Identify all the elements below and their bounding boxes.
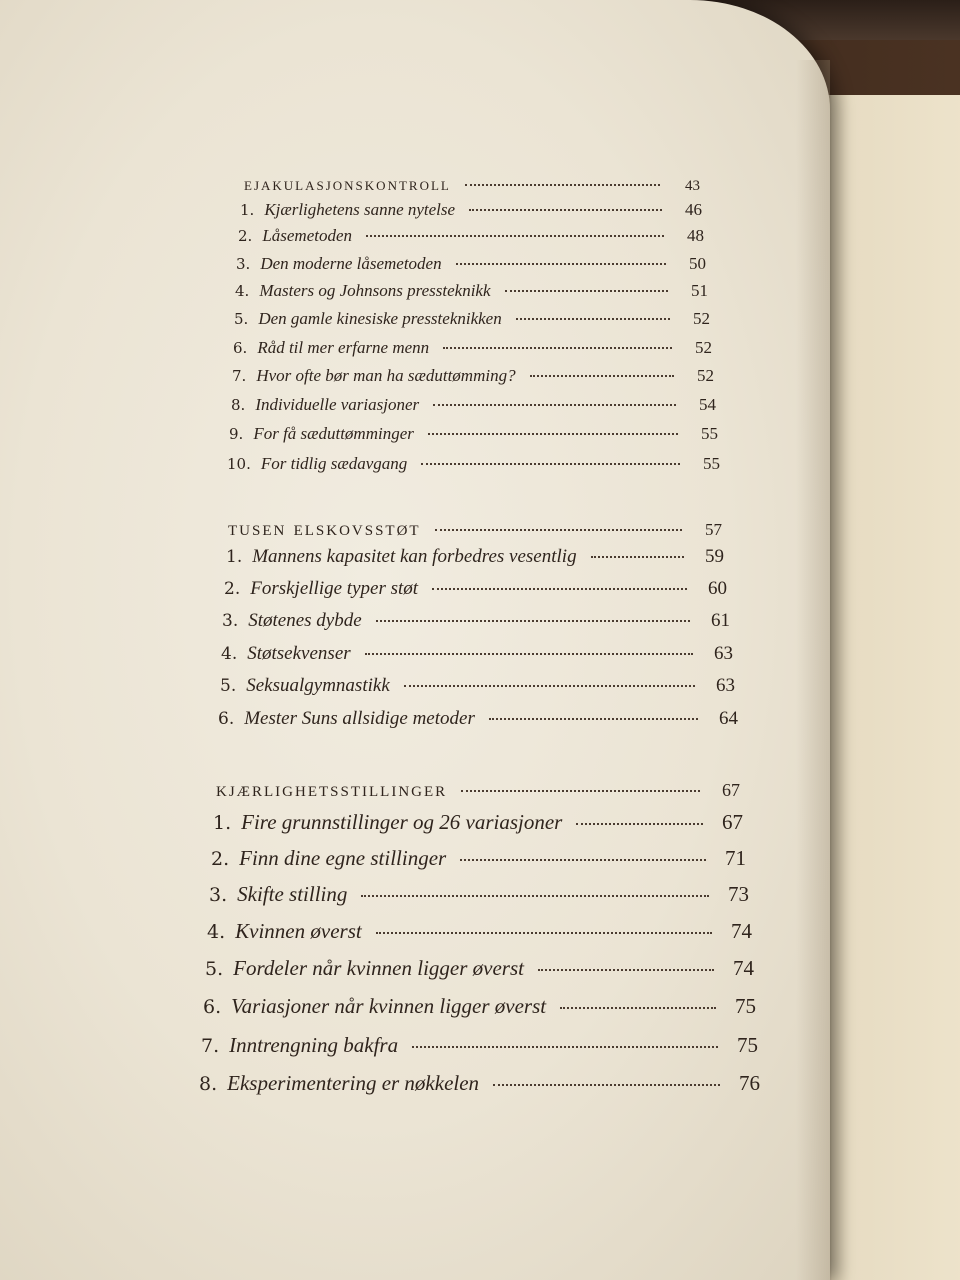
toc-entry-title: Den gamle kinesiske pressteknikken [258, 309, 502, 328]
toc-entry-title: Kjærlighetens sanne nytelse [264, 200, 456, 219]
toc-entry [213, 810, 743, 844]
toc-entry [209, 882, 749, 916]
toc-entry-number: 3. [222, 611, 239, 631]
toc-entry-number: 5. [234, 310, 249, 328]
page-number: 43 [685, 178, 700, 194]
dot-leader [432, 588, 687, 590]
dot-leader [460, 859, 706, 861]
toc-entry [211, 846, 746, 880]
toc-entry-number: 1. [213, 812, 232, 834]
toc-entry [221, 643, 733, 677]
dot-leader [404, 685, 695, 687]
toc-entry-title: Støtenes dybde [248, 610, 362, 631]
dot-leader [465, 184, 660, 186]
dot-leader [428, 433, 678, 435]
toc-entry-title: Den moderne låsemetoden [260, 254, 442, 273]
toc-entry [224, 578, 727, 612]
toc-entry-number: 3. [209, 884, 228, 906]
toc-entry-title: Støtsekvenser [247, 643, 351, 664]
page-number: 50 [689, 254, 706, 273]
toc-entry-number: 4. [221, 644, 238, 664]
toc-entry-title: Skifte stilling [237, 882, 348, 906]
page-number: 46 [685, 200, 702, 219]
page-number: 73 [728, 882, 749, 906]
page-number: 57 [705, 520, 722, 539]
toc-entry-title: Eksperimentering er nøkkelen [227, 1071, 480, 1095]
chapter-title: kjærlighetsstillinger [216, 776, 448, 801]
toc-entry-number: 4. [207, 921, 226, 943]
page-number: 61 [711, 610, 730, 631]
toc-entry-title: For få sæduttømminger [253, 424, 414, 443]
page-number: 52 [697, 366, 714, 385]
toc-entry-title: Fire grunnstillinger og 26 variasjoner [241, 810, 563, 834]
dot-leader [560, 1007, 716, 1009]
dot-leader [489, 718, 698, 720]
toc-entry-title: Variasjoner når kvinnen ligger øverst [231, 994, 547, 1018]
dot-leader [538, 969, 714, 971]
page-number: 59 [705, 546, 724, 567]
dot-leader [365, 653, 693, 655]
toc-entry-number: 2. [224, 579, 241, 599]
toc-entry-title: Masters og Johnsons pressteknikk [259, 281, 491, 300]
toc-entry-title: Hvor ofte bør man ha sæduttømming? [256, 366, 516, 385]
page-number: 51 [691, 281, 708, 300]
dot-leader [505, 290, 668, 292]
dot-leader [421, 463, 680, 465]
toc-chapter-heading [228, 516, 722, 550]
toc-entry [227, 454, 720, 488]
toc-entry-title: Låsemetoden [262, 226, 353, 245]
page-number: 74 [733, 956, 754, 980]
toc-entry-title: Fordeler når kvinnen ligger øverst [233, 956, 524, 980]
toc-entry-number: 6. [218, 709, 235, 729]
page-number: 67 [722, 810, 743, 834]
page-number: 76 [739, 1071, 760, 1095]
toc-entry-number: 3. [236, 255, 251, 273]
toc-entry [201, 1033, 758, 1067]
dot-leader [530, 375, 674, 377]
dot-leader [361, 895, 709, 897]
toc-entry-title: Mester Suns allsidige metoder [244, 708, 475, 729]
page-number: 75 [735, 994, 756, 1018]
toc-entry-title: Finn dine egne stillinger [239, 846, 447, 870]
dot-leader [443, 347, 672, 349]
page-number: 63 [714, 643, 733, 664]
page-number: 63 [716, 675, 735, 696]
toc-entry-title: Individuelle variasjoner [255, 395, 420, 414]
dot-leader [376, 932, 712, 934]
chapter-title: tusen elskovsstøt [228, 516, 421, 540]
dot-leader [493, 1084, 720, 1086]
toc-entry [222, 610, 730, 644]
dot-leader [461, 790, 700, 792]
toc-entry-number: 1. [226, 547, 243, 567]
dot-leader [469, 209, 662, 211]
toc-entry-number: 5. [205, 958, 224, 980]
toc-entry-number: 8. [199, 1073, 218, 1095]
page-number: 60 [708, 578, 727, 599]
toc-entry-number: 2. [211, 848, 230, 870]
dot-leader [516, 318, 670, 320]
page-number: 71 [725, 846, 746, 870]
toc-entry [218, 708, 738, 742]
page-number: 55 [701, 424, 718, 443]
page-number: 52 [693, 309, 710, 328]
dot-leader [366, 235, 664, 237]
page-number: 52 [695, 338, 712, 357]
toc-entry-title: Forskjellige typer støt [250, 578, 419, 599]
page-number: 54 [699, 395, 716, 414]
toc-entry-number: 4. [235, 282, 250, 300]
toc-chapter-heading [216, 776, 740, 810]
toc-entry [229, 424, 718, 458]
page-number: 55 [703, 454, 720, 473]
page-number: 67 [722, 780, 740, 800]
facing-page [820, 95, 960, 1280]
dot-leader [456, 263, 666, 265]
toc-entry-number: 6. [203, 996, 222, 1018]
toc-entry-number: 8. [231, 396, 246, 414]
toc-entry-number: 7. [232, 367, 247, 385]
toc-entry [207, 919, 752, 953]
toc-entry-title: Råd til mer erfarne menn [257, 338, 430, 357]
toc-entry [220, 675, 735, 709]
dot-leader [412, 1046, 718, 1048]
toc-entry-title: Seksualgymnastikk [246, 675, 390, 696]
dot-leader [433, 404, 676, 406]
toc-entry-title: Inntrengning bakfra [229, 1033, 399, 1057]
page-number: 48 [687, 226, 704, 245]
dot-leader [591, 556, 684, 558]
chapter-title: ejakulasjonskontroll [244, 174, 451, 195]
toc-entry-number: 1. [240, 201, 255, 219]
toc-entry [203, 994, 756, 1028]
toc-entry [205, 956, 754, 990]
toc-entry-title: Mannens kapasitet kan forbedres vesentlig [252, 546, 577, 567]
toc-entry-number: 10. [227, 455, 251, 473]
toc-entry-number: 2. [238, 227, 253, 245]
dot-leader [576, 823, 703, 825]
page-number: 64 [719, 708, 738, 729]
toc-entry [199, 1071, 760, 1105]
toc-entry [226, 546, 724, 580]
toc-entry-title: Kvinnen øverst [235, 919, 362, 943]
page-number: 74 [731, 919, 752, 943]
dot-leader [435, 529, 682, 531]
page-number: 75 [737, 1033, 758, 1057]
toc-entry-number: 5. [220, 676, 237, 696]
dot-leader [376, 620, 690, 622]
toc-entry-number: 7. [201, 1035, 220, 1057]
toc-entry-title: For tidlig sædavgang [260, 454, 408, 473]
toc-entry-number: 9. [229, 425, 244, 443]
toc-entry-number: 6. [233, 339, 248, 357]
